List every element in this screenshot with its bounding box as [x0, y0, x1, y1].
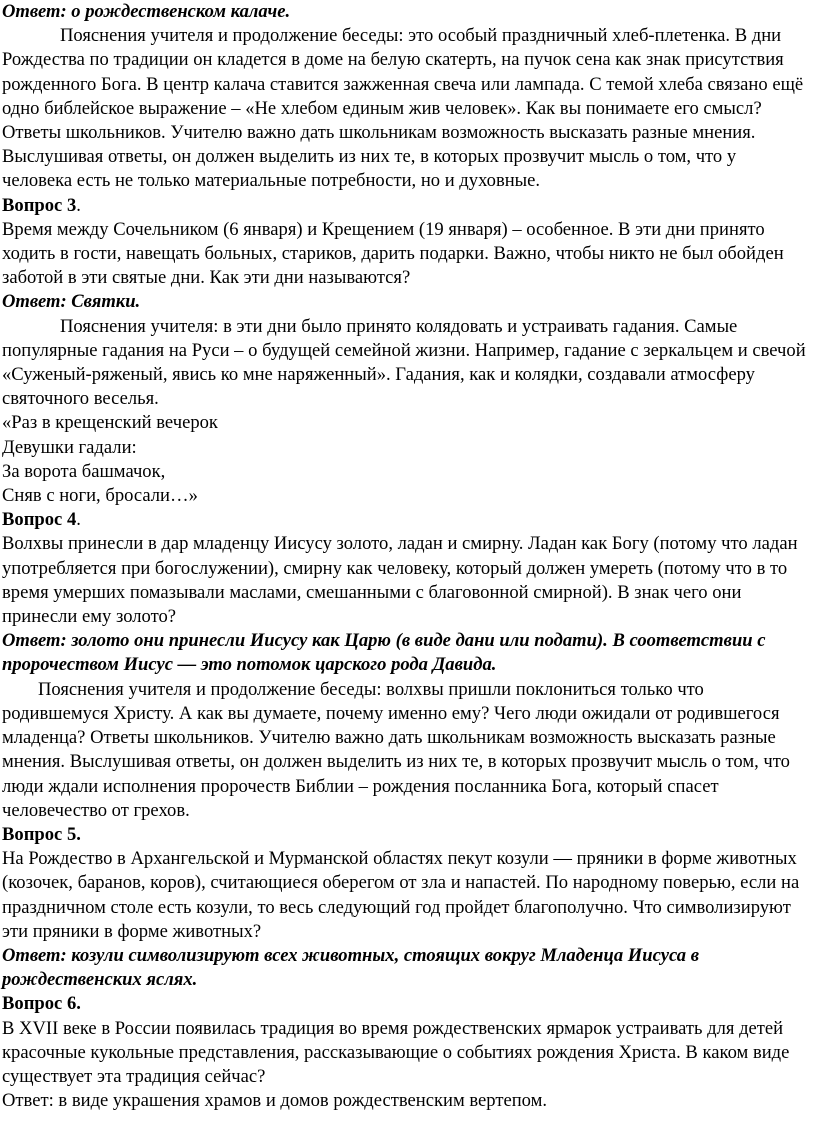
question-heading-label: Вопрос 4 [2, 509, 77, 531]
answer-heading: Ответ: Святки. [2, 291, 141, 313]
question-text: Волхвы принесли в дар младенцу Иисусу золото, ладан и смирну. Ладан как Богу (потому что ладан употребляется при богослужении), смирну как человеку, который должен умереть (потому что в то время умерших помазывали маслами, смешанными с благовонной смирной). В знак чего они принесли ему золото? [2, 533, 798, 628]
question-text: Время между Сочельником (6 января) и Крещением (19 января) – особенное. В эти дни принято ходить в гости, навещать больных, стариков, дарить подарки. Важно, чтобы никто не был обойден заботой в эти святые дни. Как эти дни называются? [2, 218, 784, 289]
answer-heading: Ответ: золото они принесли Иисусу как Царю (в виде дани или подати). В соответствии с пророчеством Иисус — это потомок царского рода Давида. [2, 630, 766, 676]
teacher-explanation: Пояснения учителя и продолжение беседы: это особый праздничный хлеб-плетенка. В дни Рождества по традиции он кладется в доме на белую скатерть, на пучок сена как знак присутствия рожденного Бога. В центр калача ставится зажженная свеча или лампада. С темой хлеба связано ещё одно библейское выражение – «Не хлебом единым жив человек». Как вы понимаете его смысл? Ответы школьников. Учителю важно дать школьникам возможность высказать разные мнения. Выслушивая ответы, он должен выделить из них те, в которых прозвучит мысль о том, что у человека есть не только материальные потребности, но и духовные. [2, 25, 804, 192]
answer-heading: Ответ: козули символизируют всех животных, стоящих вокруг Младенца Иисуса в рождественских яслях. [2, 944, 700, 991]
question-heading [2, 508, 808, 532]
poem-line: Девушки гадали: [2, 436, 137, 458]
poem-line: «Раз в крещенский вечерок [2, 412, 218, 434]
question-heading [2, 194, 808, 218]
question-heading-label: Вопрос 3 [2, 194, 77, 216]
question-heading-dot: . [76, 194, 81, 216]
question-text: На Рождество в Архангельской и Мурманской областях пекут козули — пряники в форме животных (козочек, баранов, коров), считающиеся оберегом от зла и напастей. По народному поверью, если на праздничном столе есть козули, то весь следующий год пройдет благополучно. Что символизируют эти пряники в форме животных? [2, 848, 800, 942]
question-heading: Вопрос 6. [2, 993, 81, 1015]
question-heading: Вопрос 5. [2, 823, 81, 845]
teacher-explanation: Пояснения учителя: в эти дни было принято колядовать и устраивать гадания. Самые популярные гадания на Руси – о будущей семейной жизни. Например, гадание с зеркальцем и свечой «Суженый-ряженый, явись ко мне наряженный». Гадания, как и колядки, создавали атмосферу святочного веселья. [2, 315, 806, 410]
answer-heading: Ответ: о рождественском калаче. [2, 1, 291, 22]
teacher-explanation: Пояснения учителя и продолжение беседы: волхвы пришли поклониться только что родившемуся Христу. А как вы думаете, почему именно ему? Чего люди ожидали от родившегося младенца? Ответы школьников. Учителю важно дать школьникам возможность высказать разные мнения. Выслушивая ответы, он должен выделить из них те, в которых прозвучит мысль о том, что люди ждали исполнения пророчеств Библии – рождения посланника Бога, который спасет человечество от грехов. [2, 678, 790, 821]
poem-line: За ворота башмачок, [2, 460, 166, 482]
question-heading-dot: . [76, 509, 81, 531]
question-text: В XVII веке в России появилась традиция во время рождественских ярмарок устраивать для детей красочные кукольные представления, рассказывающие о событиях рождения Христа. В каком виде существует эта традиция сейчас? [2, 1017, 790, 1087]
poem-line: Сняв с ноги, бросали…» [2, 485, 198, 507]
answer-text: Ответ: в виде украшения храмов и домов рождественским вертепом. [2, 1090, 548, 1112]
